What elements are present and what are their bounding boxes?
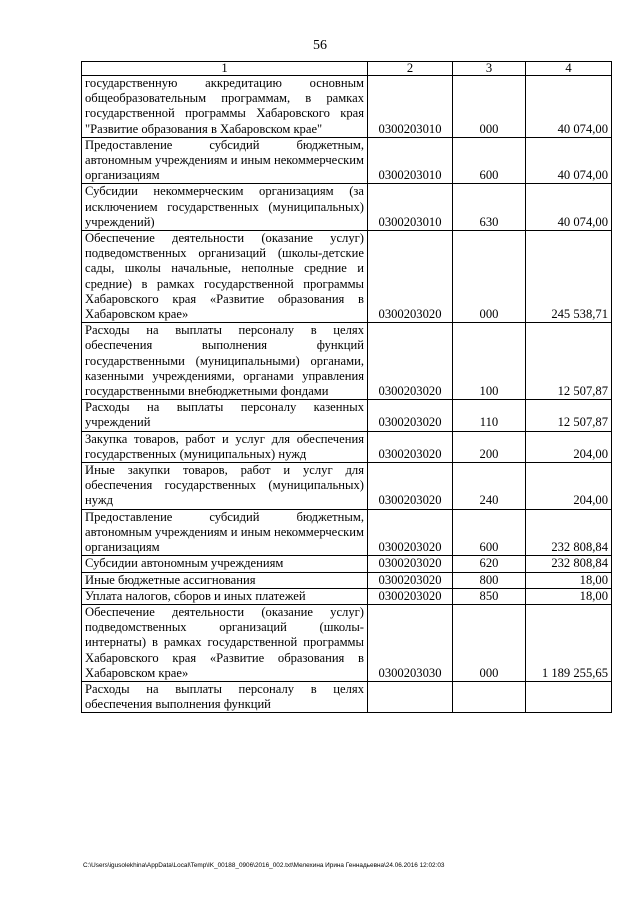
table-row [82,588,612,604]
row-description: государственную аккредитацию основным общеобразовательным программам, в рамках государственной программы Хабаровского края "Развитие образования в Хабаровском крае" [82,76,368,138]
table-row [82,231,612,323]
file-path-footer: C:\Users\igusolekhina\AppData\Local\Temp\IK_00188_0906\2016_002.txt\Мелехина Ирина Геннадьевна\24.06.2016 12:02:03 [83,862,445,869]
row-amount: 204,00 [526,463,612,510]
row-expense-type: 000 [453,231,526,323]
row-amount: 12 507,87 [526,323,612,400]
row-amount: 204,00 [526,431,612,462]
budget-table [81,61,612,713]
row-expense-type: 200 [453,431,526,462]
header-col-1: 1 [82,62,368,76]
table-row [82,184,612,231]
row-target-code: 0300203010 [368,137,453,184]
row-expense-type: 100 [453,323,526,400]
row-amount: 245 538,71 [526,231,612,323]
row-description: Предоставление субсидий бюджетным, автономным учреждениям и иным некоммерческим организациям [82,509,368,556]
row-description: Обеспечение деятельности (оказание услуг) подведомственных организаций (школы-детские сады, школы начальные, неполные средние и средние) в рамках государственной программы Хабаровского края «Развитие образования в Хабаровском крае» [82,231,368,323]
row-description: Субсидии некоммерческим организациям (за исключением государственных (муниципальных) учреждений) [82,184,368,231]
row-description: Иные закупки товаров, работ и услуг для обеспечения государственных (муниципальных) нужд [82,463,368,510]
row-target-code: 0300203020 [368,556,453,572]
row-target-code: 0300203020 [368,509,453,556]
row-amount: 18,00 [526,572,612,588]
header-row [82,62,612,76]
table-row [82,323,612,400]
row-description: Предоставление субсидий бюджетным, автономным учреждениям и иным некоммерческим организациям [82,137,368,184]
row-amount: 12 507,87 [526,400,612,431]
table-row [82,681,612,712]
row-target-code: 0300203020 [368,400,453,431]
table-row [82,604,612,681]
row-expense-type: 110 [453,400,526,431]
table-row [82,76,612,138]
row-amount: 40 074,00 [526,76,612,138]
table-row [82,431,612,462]
row-amount: 232 808,84 [526,509,612,556]
row-expense-type: 000 [453,76,526,138]
page-number: 56 [313,38,327,53]
row-target-code: 0300203020 [368,431,453,462]
table-row [82,137,612,184]
row-target-code: 0300203020 [368,588,453,604]
row-description: Закупка товаров, работ и услуг для обеспечения государственных (муниципальных) нужд [82,431,368,462]
table-row [82,400,612,431]
header-col-4: 4 [526,62,612,76]
row-description: Субсидии автономным учреждениям [82,556,368,572]
row-description: Расходы на выплаты персоналу в целях обеспечения выполнения функций государственными (муниципальными) органами, казенными учреждениями, органами управления государственными внебюджетными фондами [82,323,368,400]
row-description: Обеспечение деятельности (оказание услуг) подведомственных организаций (школы-интернаты) в рамках государственной программы Хабаровского края «Развитие образования в Хабаровском крае» [82,604,368,681]
header-col-2: 2 [368,62,453,76]
row-target-code: 0300203030 [368,604,453,681]
row-expense-type: 800 [453,572,526,588]
row-expense-type: 600 [453,137,526,184]
row-target-code: 0300203010 [368,184,453,231]
table-row [82,463,612,510]
row-description: Уплата налогов, сборов и иных платежей [82,588,368,604]
header-col-3: 3 [453,62,526,76]
row-expense-type [453,681,526,712]
row-amount: 40 074,00 [526,184,612,231]
table-row [82,509,612,556]
table-row [82,572,612,588]
row-target-code [368,681,453,712]
row-description: Расходы на выплаты персоналу в целях обеспечения выполнения функций [82,681,368,712]
row-target-code: 0300203020 [368,572,453,588]
row-amount: 232 808,84 [526,556,612,572]
row-amount [526,681,612,712]
row-expense-type: 850 [453,588,526,604]
row-target-code: 0300203020 [368,323,453,400]
row-expense-type: 620 [453,556,526,572]
row-target-code: 0300203020 [368,463,453,510]
row-expense-type: 000 [453,604,526,681]
row-amount: 1 189 255,65 [526,604,612,681]
row-target-code: 0300203010 [368,76,453,138]
row-description: Расходы на выплаты персоналу казенных учреждений [82,400,368,431]
row-description: Иные бюджетные ассигнования [82,572,368,588]
row-target-code: 0300203020 [368,231,453,323]
row-amount: 18,00 [526,588,612,604]
row-amount: 40 074,00 [526,137,612,184]
table-row [82,556,612,572]
row-expense-type: 240 [453,463,526,510]
row-expense-type: 600 [453,509,526,556]
row-expense-type: 630 [453,184,526,231]
